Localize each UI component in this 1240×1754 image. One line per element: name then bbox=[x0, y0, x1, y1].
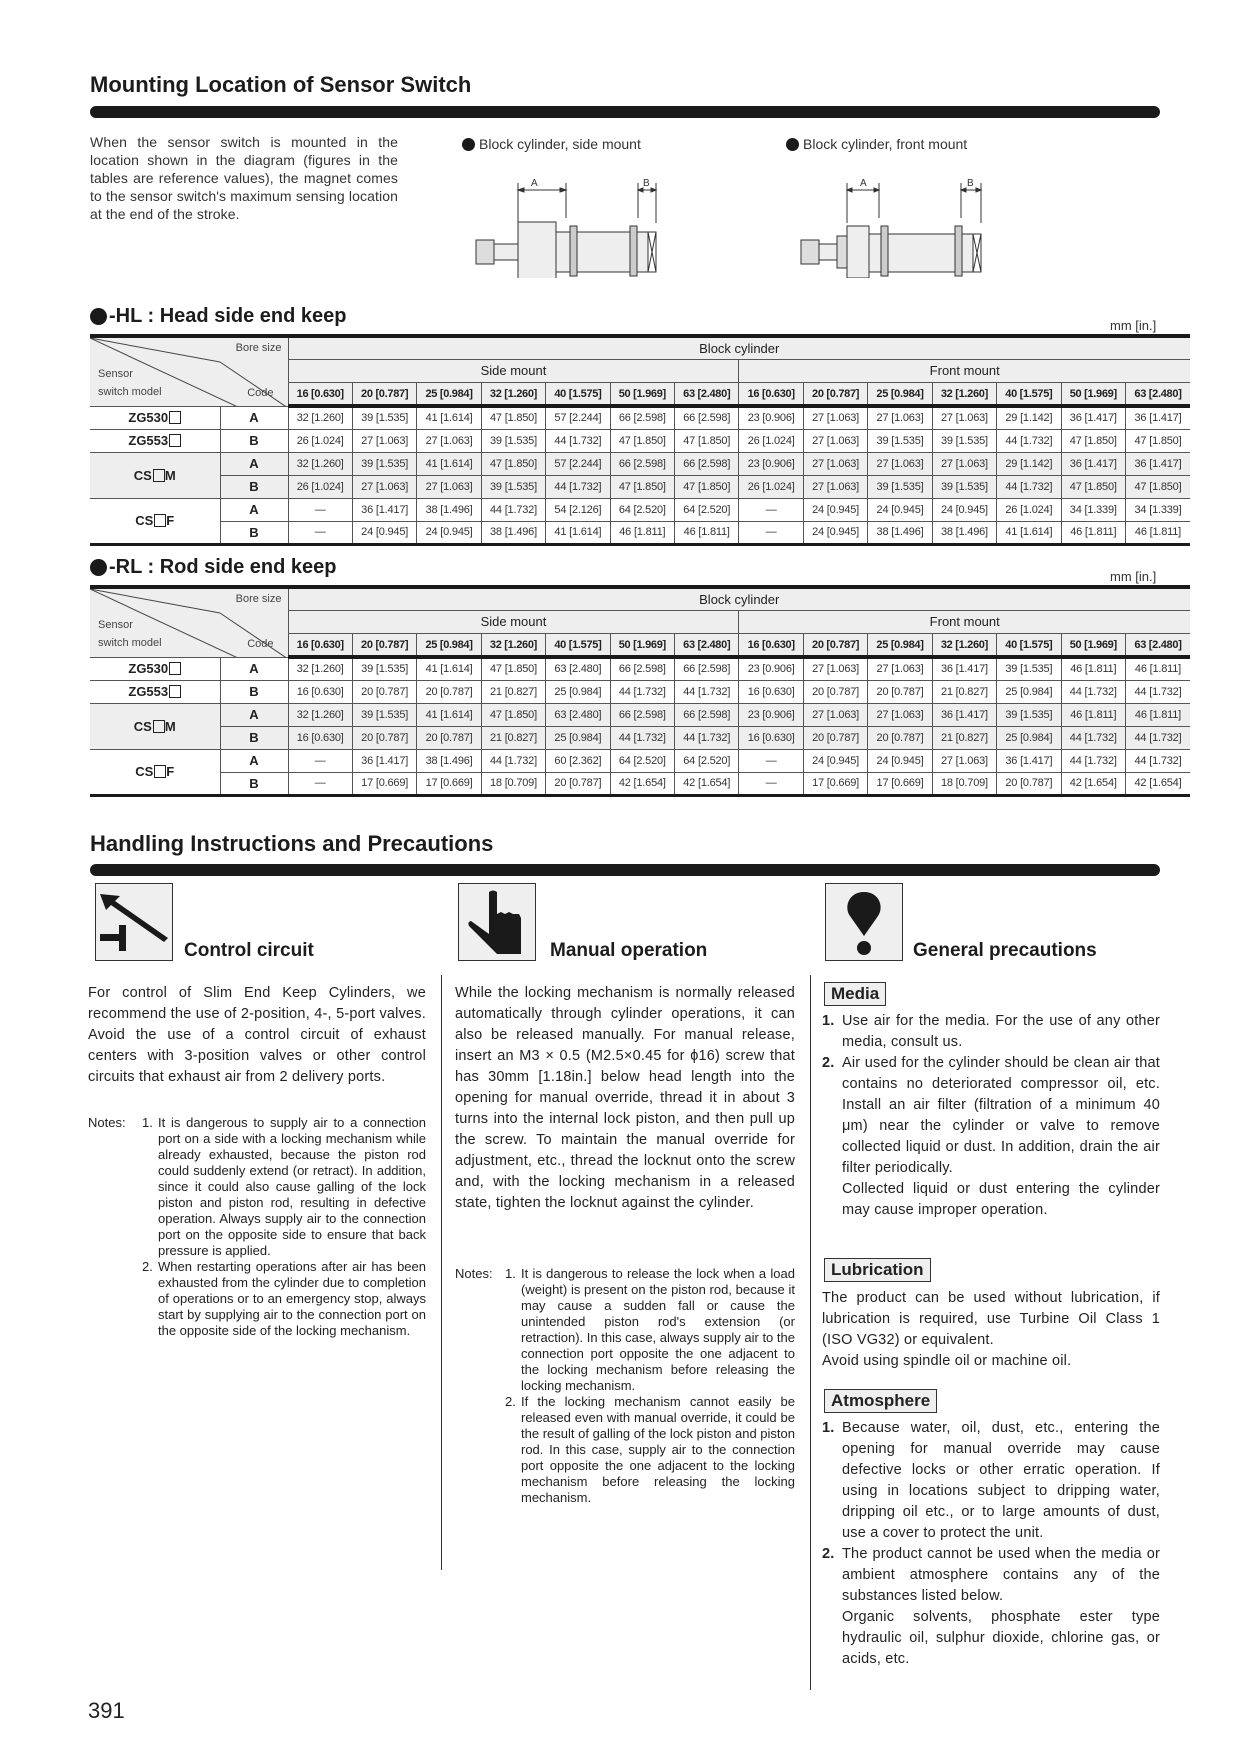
value-cell: 17 [0.669] bbox=[352, 772, 416, 795]
atmosphere-list: 1. Because water, oil, dust, etc., entering the opening for manual override may cause defective locks or other erratic operation. If using in locations subject to dripping water, dripping oil etc., or to large amounts of dust, use a cover to protect the unit. 2. The product cannot be used when the media or ambient atmosphere contains any of the substances listed below. Organic solvents, phosphate ester type hydraulic oil, sulphur dioxide, chlorine gas, or acids, etc. bbox=[822, 1420, 1160, 1667]
value-cell: 23 [0.906] bbox=[739, 703, 803, 726]
value-cell: 27 [1.063] bbox=[932, 406, 996, 429]
value-cell: 47 [1.850] bbox=[675, 429, 739, 452]
value-cell: 46 [1.811] bbox=[1125, 521, 1190, 544]
svg-text:B: B bbox=[643, 178, 650, 189]
sensor-model-cell: ZG553 bbox=[90, 429, 220, 452]
atmosphere-tag: Atmosphere bbox=[824, 1389, 937, 1413]
value-cell: 64 [2.520] bbox=[610, 498, 674, 521]
value-cell: 36 [1.417] bbox=[997, 749, 1061, 772]
value-cell: 54 [2.126] bbox=[546, 498, 610, 521]
control-circuit-arrow-icon bbox=[95, 883, 173, 961]
bore-size-header: 20 [0.787] bbox=[803, 383, 867, 406]
value-cell: 20 [0.787] bbox=[803, 726, 867, 749]
placeholder-box-icon bbox=[154, 514, 166, 527]
value-cell: 27 [1.063] bbox=[352, 475, 416, 498]
pointing-hand-icon bbox=[458, 883, 536, 961]
code-cell: B bbox=[220, 521, 288, 544]
value-cell: 41 [1.614] bbox=[417, 452, 481, 475]
placeholder-box-icon bbox=[169, 434, 181, 447]
value-cell: 27 [1.063] bbox=[868, 452, 932, 475]
table-row bbox=[90, 475, 1190, 498]
value-cell: 20 [0.787] bbox=[352, 726, 416, 749]
value-cell: 47 [1.850] bbox=[675, 475, 739, 498]
value-cell: 66 [2.598] bbox=[675, 657, 739, 680]
value-cell: 42 [1.654] bbox=[1061, 772, 1125, 795]
unit-label: mm [in.] bbox=[1110, 318, 1157, 333]
list-item: 2. The product cannot be used when the media or ambient atmosphere contains any of the substances listed below. bbox=[822, 1546, 1160, 1604]
control-circuit-notes: Notes: 1. It is dangerous to supply air to a connection port on a side with a locking mechanism while already exhausted, because the piston rod could suddenly extend (or retract). In addition, since it could also cause galling of the lock piston and piston rod, resulting in defective operation. Always supply air to the connection port on the opposite side to ensure that back pressure is applied. 2. When restarting operations after air has been exhausted from the cylinder due to completion of operations or to an emergency stop, always start by supplying air to the connection port on the opposite side of the locking mechanism. bbox=[88, 1115, 426, 1338]
sensor-model-cell: CS F bbox=[90, 498, 220, 544]
table-row bbox=[90, 680, 1190, 703]
value-cell: 27 [1.063] bbox=[803, 703, 867, 726]
value-cell: 16 [0.630] bbox=[739, 726, 803, 749]
value-cell: 47 [1.850] bbox=[481, 703, 545, 726]
value-cell: 41 [1.614] bbox=[546, 521, 610, 544]
table-corner-header: Bore size Sensor switch model Code bbox=[90, 587, 288, 657]
diagram-label-front: Block cylinder, front mount bbox=[786, 136, 967, 152]
value-cell: 27 [1.063] bbox=[417, 475, 481, 498]
rl-table-wrap bbox=[90, 585, 1190, 797]
manual-operation-title: Manual operation bbox=[550, 940, 708, 961]
value-cell: — bbox=[739, 498, 803, 521]
value-cell: 44 [1.732] bbox=[1061, 726, 1125, 749]
value-cell: 27 [1.063] bbox=[803, 657, 867, 680]
value-cell: 24 [0.945] bbox=[868, 749, 932, 772]
value-cell: 24 [0.945] bbox=[932, 498, 996, 521]
value-cell: 46 [1.811] bbox=[1125, 657, 1190, 680]
value-cell: 39 [1.535] bbox=[352, 406, 416, 429]
manual-operation-notes: Notes: 1. It is dangerous to release the lock when a load (weight) is present on the piston rod, because it may cause a sudden fall or cause the unintended piston rod's extension (or retraction). In this case, always supply air to the connection port opposite the one adjacent to the locking mechanism before releasing the locking mechanism. 2. If the locking mechanism cannot easily be released even with manual override, it could be the result of galling of the lock piston and piston rod. In this case, supply air to the connection port opposite the one adjacent to the locking mechanism before releasing the locking mechanism. bbox=[455, 1266, 795, 1505]
bore-size-header: 32 [1.260] bbox=[932, 383, 996, 406]
code-cell: A bbox=[220, 406, 288, 429]
value-cell: 16 [0.630] bbox=[288, 680, 352, 703]
table-row bbox=[90, 749, 1190, 772]
value-cell: 26 [1.024] bbox=[739, 429, 803, 452]
value-cell: 27 [1.063] bbox=[932, 452, 996, 475]
value-cell: 34 [1.339] bbox=[1061, 498, 1125, 521]
value-cell: 39 [1.535] bbox=[868, 475, 932, 498]
sensor-model-cell: ZG553 bbox=[90, 680, 220, 703]
section-divider bbox=[90, 864, 1160, 876]
value-cell: 27 [1.063] bbox=[803, 452, 867, 475]
value-cell: 47 [1.850] bbox=[610, 429, 674, 452]
section-title-mounting: Mounting Location of Sensor Switch bbox=[90, 72, 472, 97]
value-cell: 44 [1.732] bbox=[675, 726, 739, 749]
value-cell: 44 [1.732] bbox=[997, 429, 1061, 452]
value-cell: 17 [0.669] bbox=[868, 772, 932, 795]
value-cell: 27 [1.063] bbox=[868, 703, 932, 726]
value-cell: 25 [0.984] bbox=[546, 726, 610, 749]
value-cell: 24 [0.945] bbox=[803, 749, 867, 772]
value-cell: 47 [1.850] bbox=[481, 657, 545, 680]
value-cell: 25 [0.984] bbox=[997, 726, 1061, 749]
table-row bbox=[90, 429, 1190, 452]
value-cell: 44 [1.732] bbox=[610, 680, 674, 703]
list-item: 1. Because water, oil, dust, etc., entering the opening for manual override may cause defective locks or other erratic operation. If using in locations subject to dripping water, dripping oil etc., or to large amounts of dust, use a cover to protect the unit. bbox=[822, 1420, 1160, 1541]
code-cell: A bbox=[220, 657, 288, 680]
value-cell: 20 [0.787] bbox=[417, 680, 481, 703]
value-cell: 27 [1.063] bbox=[803, 429, 867, 452]
value-cell: 17 [0.669] bbox=[417, 772, 481, 795]
value-cell: 29 [1.142] bbox=[997, 452, 1061, 475]
value-cell: 66 [2.598] bbox=[675, 452, 739, 475]
sensor-model-cell: CS M bbox=[90, 703, 220, 749]
sensor-model-cell: ZG530 bbox=[90, 406, 220, 429]
value-cell: 21 [0.827] bbox=[932, 680, 996, 703]
value-cell: 29 [1.142] bbox=[997, 406, 1061, 429]
bore-size-header: 20 [0.787] bbox=[803, 634, 867, 657]
value-cell: 24 [0.945] bbox=[417, 521, 481, 544]
value-cell: 26 [1.024] bbox=[288, 429, 352, 452]
hl-table bbox=[90, 334, 1190, 546]
value-cell: 39 [1.535] bbox=[932, 475, 996, 498]
value-cell: 36 [1.417] bbox=[1061, 406, 1125, 429]
value-cell: 41 [1.614] bbox=[997, 521, 1061, 544]
media-tag: Media bbox=[824, 982, 886, 1006]
value-cell: 46 [1.811] bbox=[675, 521, 739, 544]
table-row bbox=[90, 657, 1190, 680]
value-cell: 20 [0.787] bbox=[417, 726, 481, 749]
table-row bbox=[90, 772, 1190, 795]
bore-size-header: 25 [0.984] bbox=[868, 634, 932, 657]
value-cell: 18 [0.709] bbox=[932, 772, 996, 795]
value-cell: 38 [1.496] bbox=[868, 521, 932, 544]
value-cell: 41 [1.614] bbox=[417, 406, 481, 429]
value-cell: 39 [1.535] bbox=[997, 657, 1061, 680]
value-cell: 42 [1.654] bbox=[610, 772, 674, 795]
value-cell: 38 [1.496] bbox=[932, 521, 996, 544]
value-cell: 64 [2.520] bbox=[675, 749, 739, 772]
value-cell: 24 [0.945] bbox=[803, 498, 867, 521]
value-cell: 66 [2.598] bbox=[675, 406, 739, 429]
value-cell: 47 [1.850] bbox=[1125, 429, 1190, 452]
value-cell: 20 [0.787] bbox=[546, 772, 610, 795]
value-cell: 27 [1.063] bbox=[352, 429, 416, 452]
front-mount-header: Front mount bbox=[739, 610, 1190, 633]
value-cell: 46 [1.811] bbox=[1061, 703, 1125, 726]
value-cell: 47 [1.850] bbox=[1061, 475, 1125, 498]
svg-text:B: B bbox=[967, 178, 974, 189]
value-cell: 44 [1.732] bbox=[1125, 726, 1190, 749]
manual-operation-body: While the locking mechanism is normally released automatically through cylinder operations, it can also be released manually. For manual release, insert an M3 × 0.5 (M2.5×0.45 for ϕ16) screw that has 30mm [1.18in.] below head length into the opening for manual override, thread it in about 3 turns into the internal lock piston, and then pull up the screw. To maintain the manual override for adjustment, etc., thread the locknut onto the screw and, with the locking mechanism in a released state, tighten the locknut against the cylinder. bbox=[455, 985, 795, 1211]
value-cell: 46 [1.811] bbox=[1125, 703, 1190, 726]
value-cell: 44 [1.732] bbox=[1061, 749, 1125, 772]
column-divider bbox=[810, 975, 811, 1690]
sensor-model-cell: ZG530 bbox=[90, 657, 220, 680]
general-precautions-title: General precautions bbox=[913, 940, 1097, 961]
value-cell: 47 [1.850] bbox=[481, 406, 545, 429]
value-cell: 66 [2.598] bbox=[675, 703, 739, 726]
svg-text:A: A bbox=[531, 178, 538, 189]
value-cell: 32 [1.260] bbox=[288, 406, 352, 429]
value-cell: 24 [0.945] bbox=[868, 498, 932, 521]
lubrication-body: The product can be used without lubrication, if lubrication is required, use Turbine Oil Class 1 (ISO VG32) or equivalent. Avoid using spindle oil or machine oil. bbox=[822, 1290, 1160, 1369]
code-cell: A bbox=[220, 498, 288, 521]
value-cell: 20 [0.787] bbox=[352, 680, 416, 703]
value-cell: 41 [1.614] bbox=[417, 703, 481, 726]
value-cell: 63 [2.480] bbox=[546, 657, 610, 680]
value-cell: 25 [0.984] bbox=[997, 680, 1061, 703]
value-cell: 23 [0.906] bbox=[739, 452, 803, 475]
value-cell: 38 [1.496] bbox=[417, 498, 481, 521]
list-item: 2. Air used for the cylinder should be clean air that contains no deteriorated compressor oil, etc. Install an air filter (filtration of a minimum 40 μm) near the cylinder or valve to remove collected liquid or dust. In addition, drain the air filter periodically. bbox=[822, 1055, 1160, 1176]
value-cell: 42 [1.654] bbox=[675, 772, 739, 795]
bore-size-header: 50 [1.969] bbox=[1061, 634, 1125, 657]
value-cell: 21 [0.827] bbox=[481, 680, 545, 703]
bore-size-header: 63 [2.480] bbox=[1125, 383, 1190, 406]
group-header: Block cylinder bbox=[288, 336, 1190, 359]
value-cell: 32 [1.260] bbox=[288, 452, 352, 475]
placeholder-box-icon bbox=[154, 765, 166, 778]
value-cell: 39 [1.535] bbox=[481, 429, 545, 452]
value-cell: 36 [1.417] bbox=[932, 657, 996, 680]
value-cell: 44 [1.732] bbox=[481, 749, 545, 772]
table-corner-header: Bore size Sensor switch model Code bbox=[90, 336, 288, 406]
bore-size-header: 16 [0.630] bbox=[288, 383, 352, 406]
value-cell: 39 [1.535] bbox=[997, 703, 1061, 726]
value-cell: 46 [1.811] bbox=[1061, 657, 1125, 680]
side-mount-header: Side mount bbox=[288, 359, 739, 382]
value-cell: 27 [1.063] bbox=[417, 429, 481, 452]
hl-table-title: -HL : Head side end keep bbox=[90, 305, 346, 328]
value-cell: 39 [1.535] bbox=[868, 429, 932, 452]
sensor-model-cell: CS M bbox=[90, 452, 220, 498]
bore-size-header: 63 [2.480] bbox=[675, 383, 739, 406]
value-cell: 64 [2.520] bbox=[675, 498, 739, 521]
placeholder-box-icon bbox=[153, 469, 165, 482]
value-cell: 47 [1.850] bbox=[1061, 429, 1125, 452]
value-cell: 66 [2.598] bbox=[610, 657, 674, 680]
value-cell: 57 [2.244] bbox=[546, 406, 610, 429]
bore-size-header: 63 [2.480] bbox=[675, 634, 739, 657]
value-cell: 44 [1.732] bbox=[610, 726, 674, 749]
value-cell: 46 [1.811] bbox=[610, 521, 674, 544]
value-cell: — bbox=[288, 521, 352, 544]
value-cell: 47 [1.850] bbox=[481, 452, 545, 475]
side-mount-header: Side mount bbox=[288, 610, 739, 633]
value-cell: 39 [1.535] bbox=[932, 429, 996, 452]
value-cell: 36 [1.417] bbox=[1125, 406, 1190, 429]
placeholder-box-icon bbox=[169, 685, 181, 698]
bullet-icon bbox=[462, 138, 475, 151]
section-divider bbox=[90, 106, 1160, 118]
svg-text:A: A bbox=[860, 178, 867, 189]
value-cell: 20 [0.787] bbox=[868, 680, 932, 703]
value-cell: 32 [1.260] bbox=[288, 657, 352, 680]
value-cell: 64 [2.520] bbox=[610, 749, 674, 772]
value-cell: — bbox=[288, 772, 352, 795]
unit-label: mm [in.] bbox=[1110, 569, 1157, 584]
diagram-label-side: Block cylinder, side mount bbox=[462, 136, 641, 152]
bore-size-header: 50 [1.969] bbox=[610, 383, 674, 406]
bore-size-header: 25 [0.984] bbox=[868, 383, 932, 406]
value-cell: 66 [2.598] bbox=[610, 406, 674, 429]
table-row bbox=[90, 726, 1190, 749]
bore-size-header: 40 [1.575] bbox=[997, 634, 1061, 657]
value-cell: 23 [0.906] bbox=[739, 406, 803, 429]
value-cell: 20 [0.787] bbox=[868, 726, 932, 749]
value-cell: 44 [1.732] bbox=[1125, 680, 1190, 703]
placeholder-box-icon bbox=[169, 662, 181, 675]
value-cell: 24 [0.945] bbox=[803, 521, 867, 544]
value-cell: 27 [1.063] bbox=[932, 749, 996, 772]
column-divider bbox=[441, 975, 442, 1570]
value-cell: 26 [1.024] bbox=[288, 475, 352, 498]
bore-size-header: 50 [1.969] bbox=[610, 634, 674, 657]
code-cell: B bbox=[220, 429, 288, 452]
value-cell: 39 [1.535] bbox=[481, 475, 545, 498]
sensor-model-cell: CS F bbox=[90, 749, 220, 795]
value-cell: — bbox=[288, 749, 352, 772]
value-cell: 16 [0.630] bbox=[739, 680, 803, 703]
value-cell: 27 [1.063] bbox=[868, 406, 932, 429]
hl-table-wrap bbox=[90, 334, 1190, 546]
value-cell: 21 [0.827] bbox=[481, 726, 545, 749]
bore-size-header: 16 [0.630] bbox=[288, 634, 352, 657]
bore-size-header: 25 [0.984] bbox=[417, 634, 481, 657]
exclamation-icon bbox=[825, 883, 903, 961]
bore-size-header: 40 [1.575] bbox=[546, 634, 610, 657]
bore-size-header: 32 [1.260] bbox=[932, 634, 996, 657]
value-cell: — bbox=[739, 749, 803, 772]
table-row bbox=[90, 452, 1190, 475]
value-cell: 39 [1.535] bbox=[352, 452, 416, 475]
value-cell: 36 [1.417] bbox=[352, 498, 416, 521]
bullet-icon bbox=[90, 559, 107, 576]
code-cell: A bbox=[220, 749, 288, 772]
value-cell: 36 [1.417] bbox=[1125, 452, 1190, 475]
value-cell: 39 [1.535] bbox=[352, 657, 416, 680]
value-cell: 36 [1.417] bbox=[1061, 452, 1125, 475]
value-cell: 20 [0.787] bbox=[997, 772, 1061, 795]
value-cell: 27 [1.063] bbox=[803, 475, 867, 498]
value-cell: 24 [0.945] bbox=[352, 521, 416, 544]
bore-size-header: 32 [1.260] bbox=[481, 634, 545, 657]
table-row bbox=[90, 498, 1190, 521]
value-cell: 23 [0.906] bbox=[739, 657, 803, 680]
bore-size-header: 32 [1.260] bbox=[481, 383, 545, 406]
value-cell: 42 [1.654] bbox=[1125, 772, 1190, 795]
value-cell: 27 [1.063] bbox=[868, 657, 932, 680]
value-cell: 20 [0.787] bbox=[803, 680, 867, 703]
value-cell: 38 [1.496] bbox=[417, 749, 481, 772]
bullet-icon bbox=[786, 138, 799, 151]
value-cell: 36 [1.417] bbox=[932, 703, 996, 726]
table-row bbox=[90, 703, 1190, 726]
value-cell: — bbox=[288, 498, 352, 521]
placeholder-box-icon bbox=[169, 411, 181, 424]
value-cell: — bbox=[739, 772, 803, 795]
value-cell: 44 [1.732] bbox=[546, 475, 610, 498]
rl-table-title: -RL : Rod side end keep bbox=[90, 556, 336, 579]
bore-size-header: 40 [1.575] bbox=[997, 383, 1061, 406]
front-mount-diagram bbox=[795, 178, 1015, 278]
page-number: 391 bbox=[88, 1698, 125, 1723]
code-cell: B bbox=[220, 772, 288, 795]
value-cell: 47 [1.850] bbox=[610, 475, 674, 498]
value-cell: 44 [1.732] bbox=[481, 498, 545, 521]
table-row bbox=[90, 521, 1190, 544]
value-cell: 39 [1.535] bbox=[352, 703, 416, 726]
value-cell: 57 [2.244] bbox=[546, 452, 610, 475]
value-cell: 17 [0.669] bbox=[803, 772, 867, 795]
placeholder-box-icon bbox=[153, 720, 165, 733]
value-cell: 63 [2.480] bbox=[546, 703, 610, 726]
value-cell: 41 [1.614] bbox=[417, 657, 481, 680]
side-mount-diagram bbox=[470, 178, 690, 278]
value-cell: 36 [1.417] bbox=[352, 749, 416, 772]
value-cell: 66 [2.598] bbox=[610, 703, 674, 726]
bore-size-header: 16 [0.630] bbox=[739, 383, 803, 406]
value-cell: 44 [1.732] bbox=[997, 475, 1061, 498]
value-cell: 46 [1.811] bbox=[1061, 521, 1125, 544]
media-list: 1. Use air for the media. For the use of any other media, consult us. 2. Air used for the cylinder should be clean air that contains no deteriorated compressor oil, etc. Install an air filter (filtration of a minimum 40 μm) near the cylinder or valve to remove collected liquid or dust. In addition, drain the air filter periodically. Collected liquid or dust entering the cylinder may cause improper operation. bbox=[822, 1013, 1160, 1218]
value-cell: 25 [0.984] bbox=[546, 680, 610, 703]
bore-size-header: 25 [0.984] bbox=[417, 383, 481, 406]
bore-size-header: 20 [0.787] bbox=[352, 634, 416, 657]
lubrication-tag: Lubrication bbox=[824, 1258, 931, 1282]
bullet-icon bbox=[90, 308, 107, 325]
value-cell: 32 [1.260] bbox=[288, 703, 352, 726]
bore-size-header: 40 [1.575] bbox=[546, 383, 610, 406]
value-cell: 21 [0.827] bbox=[932, 726, 996, 749]
rl-table bbox=[90, 585, 1190, 797]
value-cell: 44 [1.732] bbox=[1061, 680, 1125, 703]
code-cell: A bbox=[220, 703, 288, 726]
value-cell: 34 [1.339] bbox=[1125, 498, 1190, 521]
value-cell: 18 [0.709] bbox=[481, 772, 545, 795]
value-cell: 16 [0.630] bbox=[288, 726, 352, 749]
value-cell: 44 [1.732] bbox=[675, 680, 739, 703]
value-cell: 44 [1.732] bbox=[1125, 749, 1190, 772]
table-row bbox=[90, 406, 1190, 429]
bore-size-header: 50 [1.969] bbox=[1061, 383, 1125, 406]
control-circuit-title: Control circuit bbox=[184, 940, 314, 961]
value-cell: 44 [1.732] bbox=[546, 429, 610, 452]
front-mount-header: Front mount bbox=[739, 359, 1190, 382]
code-cell: A bbox=[220, 452, 288, 475]
value-cell: 60 [2.362] bbox=[546, 749, 610, 772]
group-header: Block cylinder bbox=[288, 587, 1190, 610]
section-title-handling: Handling Instructions and Precautions bbox=[90, 831, 494, 856]
mounting-intro: When the sensor switch is mounted in the location shown in the diagram (figures in the tables are reference values), the magnet comes to the sensor switch's maximum sensing location at the end of the stroke. bbox=[90, 134, 398, 222]
value-cell: 27 [1.063] bbox=[803, 406, 867, 429]
value-cell: 38 [1.496] bbox=[481, 521, 545, 544]
value-cell: 66 [2.598] bbox=[610, 452, 674, 475]
value-cell: 26 [1.024] bbox=[997, 498, 1061, 521]
code-cell: B bbox=[220, 475, 288, 498]
value-cell: 26 [1.024] bbox=[739, 475, 803, 498]
value-cell: 47 [1.850] bbox=[1125, 475, 1190, 498]
bore-size-header: 16 [0.630] bbox=[739, 634, 803, 657]
bore-size-header: 63 [2.480] bbox=[1125, 634, 1190, 657]
code-cell: B bbox=[220, 726, 288, 749]
code-cell: B bbox=[220, 680, 288, 703]
control-circuit-body: For control of Slim End Keep Cylinders, we recommend the use of 2-position, 4-, 5-port valves. Avoid the use of a control circuit of exhaust centers with 3-position valves or other control circuits that exhaust air from 2 delivery ports. bbox=[88, 985, 426, 1085]
value-cell: — bbox=[739, 521, 803, 544]
list-item: 1. Use air for the media. For the use of any other media, consult us. bbox=[822, 1013, 1160, 1050]
bore-size-header: 20 [0.787] bbox=[352, 383, 416, 406]
